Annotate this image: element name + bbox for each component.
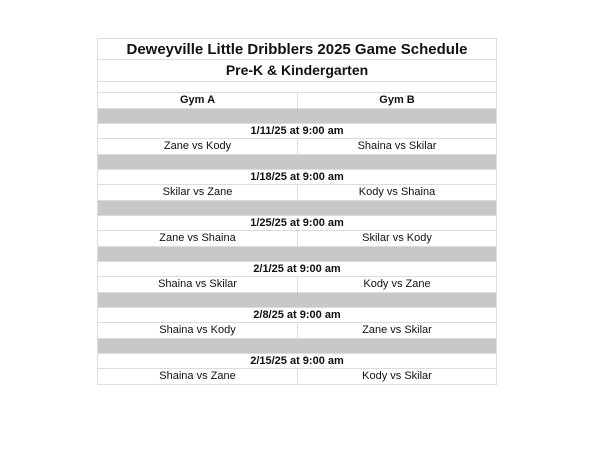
schedule-subtitle: Pre-K & Kindergarten [97,60,497,82]
game-date: 1/11/25 at 9:00 am [97,124,497,140]
gym-b-matchup: Kody vs Shaina [297,185,496,200]
gym-a-matchup: Zane vs Shaina [159,232,236,244]
column-header-gym-b: Gym B [297,93,496,108]
game-date: 2/1/25 at 9:00 am [97,262,497,278]
separator-row [97,109,497,124]
matchup-row [97,323,497,339]
game-date: 2/8/25 at 9:00 am [97,308,497,324]
game-date: 1/25/25 at 9:00 am [97,216,497,232]
separator-row [97,293,497,308]
column-header-row [97,93,497,109]
column-header-gym-a: Gym A [179,94,216,106]
gym-a-matchup: Zane vs Kody [163,140,232,152]
gym-a-matchup: Shaina vs Zane [159,370,236,382]
gym-b-matchup: Kody vs Zane [297,277,496,292]
matchup-row [97,369,497,385]
matchup-row [97,277,497,293]
gym-b-matchup: Shaina vs Skilar [297,139,496,154]
matchup-row [97,139,497,155]
spacer-row [97,82,497,93]
separator-row [97,247,497,262]
schedule-sheet [97,38,497,385]
game-date: 2/15/25 at 9:00 am [97,354,497,370]
schedule-title: Deweyville Little Dribblers 2025 Game Schedule [97,38,497,60]
gym-b-matchup: Zane vs Skilar [297,323,496,338]
gym-b-matchup: Skilar vs Kody [297,231,496,246]
separator-row [97,201,497,216]
matchup-row [97,185,497,201]
gym-b-matchup: Kody vs Skilar [297,369,496,384]
gym-a-matchup: Shaina vs Kody [159,324,236,336]
game-date: 1/18/25 at 9:00 am [97,170,497,186]
gym-a-matchup: Skilar vs Zane [162,186,233,198]
matchup-row [97,231,497,247]
gym-a-matchup: Shaina vs Skilar [158,278,237,290]
separator-row [97,155,497,170]
separator-row [97,339,497,354]
